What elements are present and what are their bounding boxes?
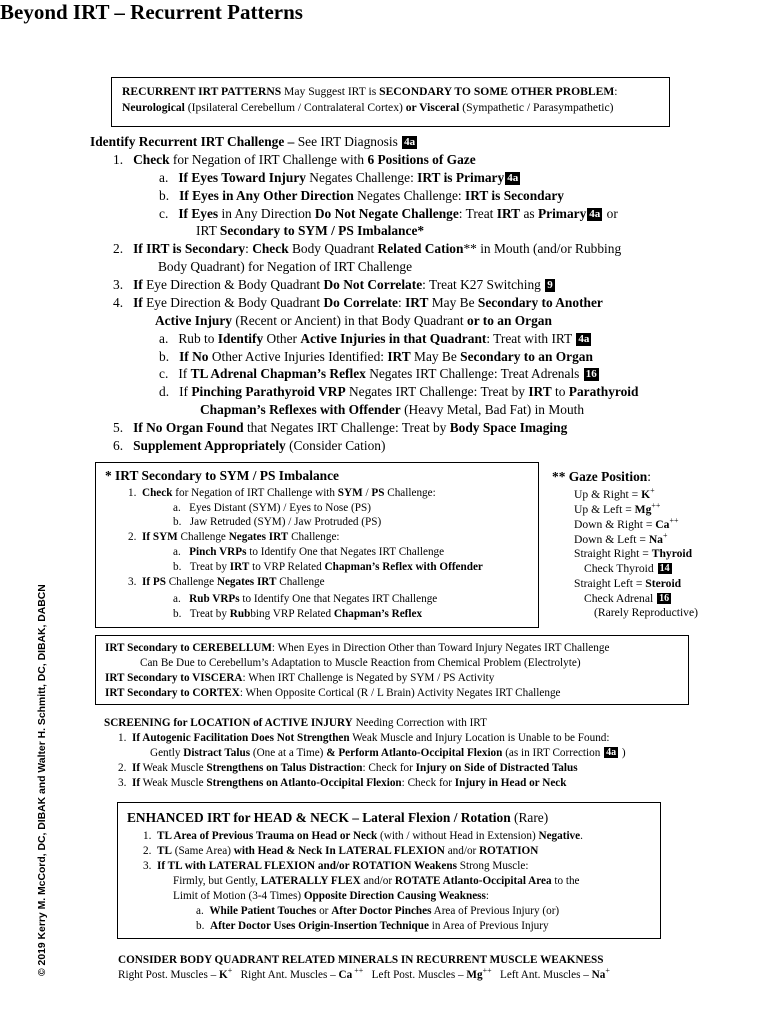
intro-text: : (614, 85, 618, 98)
gaze-text: ++ (669, 516, 679, 525)
identify-text: See IRT Diagnosis (294, 134, 402, 149)
intro-text: (Sympathetic / Parasympathetic) (459, 101, 614, 114)
step-text: or to an Organ (467, 313, 552, 328)
step-4-cont (155, 313, 552, 329)
step-text: Active Injury (155, 313, 232, 328)
gaze-text: : (647, 469, 651, 484)
sym-text: for Negation of IRT Challenge with (172, 487, 338, 499)
step-text: Chapman’s Reflexes with Offender (200, 402, 401, 417)
enh-text: Opposite Direction Causing Weakness (303, 890, 486, 902)
screen-text: Weak Muscle (140, 762, 207, 774)
enh-text: (Rare) (510, 810, 549, 825)
screen-text: Gently (150, 747, 184, 759)
gaze-text: Check Adrenal (584, 592, 657, 605)
screen-text: 2. (118, 762, 127, 774)
step-text: ** in Mouth (and/or Rubbing (463, 241, 622, 256)
screen-text: If Autogenic Facilitation Does Not Strengthen (131, 732, 350, 744)
sym-text: * IRT Secondary to SYM / PS Imbalance (105, 468, 340, 483)
step-text: : Treat (458, 206, 497, 221)
enh-text: in Area of Previous Injury (428, 920, 549, 932)
step-text: IRT (387, 349, 411, 364)
sym-text: Pinch VRPs (189, 546, 247, 558)
step-text: Eye Direction & Body Quadrant (142, 277, 324, 292)
sym-text: Check (141, 487, 173, 499)
step-6 (113, 438, 385, 454)
cereb-line-2 (140, 656, 581, 670)
step-number: 4. (113, 295, 124, 310)
ref-tag: 4a (589, 208, 601, 220)
step-text: Pinching Parathyroid VRP (191, 384, 346, 399)
screen-text: (as in IRT Correction (502, 747, 604, 759)
enh-text: While Patient Touches (209, 905, 317, 917)
enh-text: and/or (360, 875, 395, 887)
gaze-row (574, 488, 655, 502)
gaze-text: Up & Right = (574, 488, 642, 501)
sym-text: SYM (337, 487, 363, 499)
step-letter: b. (159, 188, 170, 203)
consider-text: Left Post. Muscles – (363, 969, 467, 981)
step-number: 1. (113, 152, 124, 167)
gaze-row (574, 547, 692, 561)
ref-tag: 16 (659, 593, 670, 604)
screen-text: Injury in Head or Neck (454, 777, 567, 789)
screen-text: If (131, 777, 141, 789)
gaze-row (594, 606, 698, 620)
enh-text: ROTATE Atlanto-Occipital Area (394, 875, 552, 887)
step-text: Related Cation (377, 241, 464, 256)
step-text: Other (263, 331, 301, 346)
sym-text: bing VRP Related (250, 608, 334, 620)
step-text: Body Quadrant) for Negation of IRT Challenge (158, 259, 413, 274)
gaze-text: Down & Left = (574, 533, 649, 546)
step-4a (159, 331, 592, 347)
sym-text: to VRP Related (249, 561, 325, 573)
sym-text: Negates IRT (228, 531, 289, 543)
ref-tag: 4a (507, 172, 519, 184)
step-text: IRT (528, 384, 552, 399)
sym-text: Challenge (165, 576, 217, 588)
gaze-row (584, 592, 672, 606)
step-letter: d. (159, 384, 170, 399)
sym-text: Challenge: (288, 531, 340, 543)
copyright-text: © 2019 Kerry M. McCord, DC, DIBAK and Walter H. Schmitt, DC, DIBAK, DABCN (37, 584, 48, 976)
step-text: that Negates IRT Challenge: Treat by (243, 420, 450, 435)
sym-text: Negates IRT (216, 576, 277, 588)
screen-text: If (131, 762, 141, 774)
enh-text: (Same Area) (171, 845, 234, 857)
gaze-text: Na (648, 533, 663, 546)
step-letter: c. (159, 206, 169, 221)
step-text: If IRT is Secondary (133, 241, 246, 256)
enh-text: After Doctor Uses Origin-Insertion Technique (209, 920, 429, 932)
sym-line-1a (173, 501, 371, 515)
sym-text: b. (173, 561, 182, 573)
step-letter: b. (159, 349, 170, 364)
step-text: IRT is Secondary (464, 188, 564, 203)
sym-line-1b (173, 515, 381, 529)
enh-text: to the (551, 875, 580, 887)
step-text: (Recent or Ancient) in that Body Quadrant (231, 313, 467, 328)
step-text: (Consider Cation) (285, 438, 386, 453)
step-text: IRT is Primary (417, 170, 505, 185)
intro-text: or Visceral (405, 101, 460, 114)
step-text: If (179, 384, 192, 399)
step-text: Supplement Appropriately (133, 438, 286, 453)
page-title: Beyond IRT – Recurrent Patterns (0, 0, 303, 24)
gaze-row (574, 533, 668, 547)
gaze-row (584, 562, 673, 576)
step-text: Secondary to Another (477, 295, 603, 310)
gaze-text: Straight Right = (574, 547, 652, 560)
sym-text: If SYM (141, 531, 178, 543)
step-text: in Any Direction (218, 206, 315, 221)
step-text: Active Injuries in that Quadrant (300, 331, 487, 346)
cereb-line-3 (105, 671, 494, 685)
consider-line (118, 968, 610, 982)
consider-text: CONSIDER BODY QUADRANT RELATED MINERALS IN RECURRENT MUSCLE WEAKNESS (118, 954, 604, 966)
enhanced-line-3e (196, 919, 549, 933)
gaze-text: Up & Left = (574, 503, 635, 516)
cereb-line-4 (105, 686, 561, 700)
step-text: If Eyes (178, 206, 219, 221)
step-4d (159, 384, 638, 400)
ref-tag: 4a (578, 333, 590, 345)
gaze-text: + (662, 531, 668, 540)
step-number: 6. (113, 438, 124, 453)
sym-text: b. (173, 608, 182, 620)
sym-text: Eyes Distant (SYM) / Eyes to Nose (PS) (189, 502, 371, 514)
intro-line-1 (122, 85, 618, 99)
step-letter: a. (159, 170, 169, 185)
sym-text: to Identify One that Negates IRT Challenge (239, 593, 438, 605)
ref-tag: 4a (404, 136, 416, 148)
step-text: to (551, 384, 569, 399)
ref-tag: 4a (606, 747, 617, 758)
sym-text: Rub VRPs (189, 593, 240, 605)
step-text: IRT (196, 223, 220, 238)
intro-text: May Suggest IRT is (281, 85, 380, 98)
step-letter: a. (159, 331, 169, 346)
step-text: TL Adrenal Chapman’s Reflex (190, 366, 366, 381)
screening-line-1 (118, 731, 610, 745)
step-text: Do Correlate (323, 295, 398, 310)
enh-text: (with / without Head in Extension) (377, 830, 539, 842)
sym-text: Challenge: (384, 487, 436, 499)
step-text: If Eyes Toward Injury (178, 170, 306, 185)
enh-text: or (316, 905, 332, 917)
screen-text: Injury on Side of Distracted Talus (415, 762, 578, 774)
consider-text: + (605, 966, 610, 975)
step-text: Negates IRT Challenge: Treat Adrenals (365, 366, 583, 381)
step-text: Body Space Imaging (449, 420, 568, 435)
identify-heading (90, 134, 418, 150)
sym-text: Challenge (177, 531, 229, 543)
enhanced-line-3 (143, 859, 528, 873)
sym-text: Chapman’s Reflex with Offender (324, 561, 483, 573)
intro-text: RECURRENT IRT PATTERNS (122, 85, 282, 98)
sym-line-3 (128, 575, 325, 589)
screen-text: : Check for (362, 762, 416, 774)
enhanced-heading (127, 810, 548, 826)
gaze-text: Down & Right = (574, 518, 656, 531)
consider-text: Right Ant. Muscles – (232, 969, 339, 981)
step-text: : (245, 241, 253, 256)
step-text: If No (179, 349, 209, 364)
sym-text: IRT (229, 561, 250, 573)
enh-text: After Doctor Pinches (331, 905, 432, 917)
step-4b (159, 349, 593, 365)
sym-text: 3. (128, 576, 137, 588)
identify-text: Identify Recurrent IRT Challenge – (90, 134, 295, 149)
gaze-text: (Rarely Reproductive) (594, 606, 698, 619)
step-text: Eye Direction & Body Quadrant (142, 295, 324, 310)
enh-text: If TL with LATERAL FLEXION and/or ROTATION Weakens (156, 860, 457, 872)
step-text: Primary (537, 206, 587, 221)
consider-text: + (227, 966, 233, 975)
screen-text: & Perform Atlanto-Occipital Flexion (326, 747, 503, 759)
step-1a (159, 170, 521, 186)
enh-text: Area of Previous Injury (or) (431, 905, 560, 917)
gaze-text: Mg (634, 503, 652, 516)
sym-text: a. (173, 502, 181, 514)
enh-text: ENHANCED IRT for HEAD & NECK – Lateral Flexion / Rotation (127, 810, 511, 825)
step-text: Negates IRT Challenge: Treat by (345, 384, 529, 399)
enh-text: b. (196, 920, 205, 932)
sym-text: a. (173, 546, 181, 558)
step-4c (159, 366, 600, 382)
sym-text: PS (371, 487, 385, 499)
gaze-text: Check Thyroid (584, 562, 657, 575)
enh-text: 2. (143, 845, 152, 857)
step-text: If Eyes in Any Other Direction (179, 188, 354, 203)
sym-text: / (362, 487, 372, 499)
enh-text: Negative (538, 830, 581, 842)
enhanced-line-2 (143, 844, 538, 858)
screen-text: Strengthens on Talus Distraction (206, 762, 363, 774)
step-text: Negates Challenge: (353, 188, 465, 203)
step-text: Parathyroid (568, 384, 639, 399)
enh-text: and/or (444, 845, 480, 857)
gaze-row (574, 577, 681, 591)
step-text: Other Active Injuries Identified: (208, 349, 388, 364)
step-text: or (603, 206, 618, 221)
ref-tag: 9 (547, 279, 553, 291)
enh-text: 3. (143, 860, 152, 872)
step-text: IRT (496, 206, 521, 221)
sym-line-1 (128, 486, 436, 500)
consider-text: ++ (352, 966, 364, 975)
sym-ps-heading (105, 468, 339, 484)
sym-line-3b (173, 607, 422, 621)
step-text: 6 Positions of Gaze (367, 152, 476, 167)
enh-text: Firmly, but Gently, (173, 875, 261, 887)
step-1b (159, 188, 564, 204)
sym-text: 2. (128, 531, 137, 543)
gaze-row (574, 518, 678, 532)
step-text: : (398, 295, 406, 310)
sym-text: Challenge (276, 576, 325, 588)
intro-text: Neurological (122, 101, 185, 114)
consider-text: Na (591, 969, 606, 981)
cereb-text: Can Be Due to Cerebellum’s Adaptation to Muscle Reaction from Chemical Problem (Electrolyte) (140, 657, 581, 669)
sym-text: 1. (128, 487, 137, 499)
step-5 (113, 420, 567, 436)
step-text: Secondary to SYM / PS Imbalance* (219, 223, 425, 238)
step-text: Secondary to an Organ (460, 349, 593, 364)
screen-text: Weak Muscle and Injury Location is Unable to be Found: (349, 732, 610, 744)
gaze-text: K (641, 488, 651, 501)
enh-text: 1. (143, 830, 152, 842)
enhanced-line-3d (196, 904, 559, 918)
enh-text: ROTATION (479, 845, 539, 857)
cereb-text: : When Eyes in Direction Other than Toward Injury Negates IRT Challenge (271, 642, 610, 654)
screening-line-3 (118, 776, 566, 790)
step-text: Check (133, 152, 170, 167)
enhanced-line-3b (173, 874, 580, 888)
step-text: as (520, 206, 538, 221)
intro-text: SECONDARY TO SOME OTHER PROBLEM (379, 85, 615, 98)
sym-text: Treat by (189, 561, 230, 573)
enhanced-line-1 (143, 829, 583, 843)
step-text: May Be (428, 295, 478, 310)
consider-text: K (219, 969, 228, 981)
step-text: If (133, 295, 143, 310)
step-text: If (133, 277, 143, 292)
consider-text: Mg (466, 969, 483, 981)
cereb-text: : When IRT Challenge is Negated by SYM / PS Activity (242, 672, 495, 684)
step-text: for Negation of IRT Challenge with (169, 152, 368, 167)
step-text: Identify (217, 331, 264, 346)
ref-tag: 16 (585, 368, 597, 380)
screen-text: (One at a Time) (250, 747, 327, 759)
step-text: May Be (410, 349, 461, 364)
enh-text: TL (156, 845, 172, 857)
sym-text: a. (173, 593, 181, 605)
intro-text: (Ipsilateral Cerebellum / Contralateral Cortex) (184, 101, 406, 114)
enh-text: : (485, 890, 489, 902)
sym-text: If PS (141, 576, 166, 588)
ref-tag: 14 (659, 563, 670, 574)
step-text: : Treat K27 Switching (422, 277, 545, 292)
gaze-text: Steroid (645, 577, 682, 590)
screen-text: Strengthens on Atlanto-Occipital Flexion (206, 777, 402, 789)
step-3 (113, 277, 556, 293)
gaze-heading (552, 469, 651, 485)
step-letter: c. (159, 366, 169, 381)
screening-line-1b (150, 746, 626, 760)
sym-line-2 (128, 530, 340, 544)
step-number: 2. (113, 241, 124, 256)
step-2 (113, 241, 621, 257)
step-text: : Treat with IRT (486, 331, 576, 346)
screen-text: Needing Correction with IRT (352, 717, 487, 729)
enh-text: LATERALLY FLEX (260, 875, 361, 887)
screen-text: : Check for (401, 777, 455, 789)
step-number: 3. (113, 277, 124, 292)
step-text: Negates Challenge: (305, 170, 418, 185)
screen-text: Weak Muscle (140, 777, 207, 789)
sym-text: b. (173, 516, 182, 528)
cereb-text: : When Opposite Cortical (R / L Brain) Activity Negates IRT Challenge (239, 687, 561, 699)
consider-text: Left Ant. Muscles – (491, 969, 592, 981)
step-1c-cont (196, 223, 424, 239)
enh-text: a. (196, 905, 204, 917)
step-text: Do Not Correlate (323, 277, 423, 292)
step-number: 5. (113, 420, 124, 435)
screen-text: ) (619, 747, 626, 759)
step-text: Do Not Negate Challenge (314, 206, 459, 221)
sym-line-2b (173, 560, 483, 574)
enh-text: Strong Muscle: (456, 860, 529, 872)
step-text: (Heavy Metal, Bad Fat) in Mouth (400, 402, 585, 417)
gaze-row (574, 503, 660, 517)
screen-text: 3. (118, 777, 127, 789)
sym-line-2a (173, 545, 444, 559)
step-text: If No Organ Found (133, 420, 244, 435)
sym-text: Jaw Retruded (SYM) / Jaw Protruded (PS) (189, 516, 382, 528)
gaze-text: ** Gaze Position (552, 469, 648, 484)
sym-text: Chapman’s Reflex (333, 608, 423, 620)
step-1 (113, 152, 476, 168)
enh-text: TL Area of Previous Trauma on Head or Neck (156, 830, 378, 842)
consider-heading (118, 953, 604, 967)
enh-text: with Head & Neck In LATERAL FLEXION (233, 845, 445, 857)
step-text: Rub to (178, 331, 218, 346)
step-text: If (178, 366, 191, 381)
consider-text: Right Post. Muscles – (118, 969, 220, 981)
enh-text: Limit of Motion (3-4 Times) (173, 890, 304, 902)
step-text: Check (252, 241, 289, 256)
cereb-text: IRT Secondary to CORTEX (105, 687, 240, 699)
sym-line-3a (173, 592, 437, 606)
step-text: IRT (405, 295, 429, 310)
step-1c (159, 206, 618, 222)
sym-text: to Identify One that Negates IRT Challenge (246, 546, 445, 558)
cereb-text: IRT Secondary to VISCERA (105, 672, 243, 684)
step-4 (113, 295, 603, 311)
screen-text: Distract Talus (183, 747, 251, 759)
screen-text: 1. (118, 732, 127, 744)
gaze-text: Straight Left = (574, 577, 646, 590)
cereb-line-1 (105, 641, 609, 655)
gaze-text: Thyroid (651, 547, 693, 560)
cereb-text: IRT Secondary to CEREBELLUM (105, 642, 272, 654)
sym-text: Rub (229, 608, 251, 620)
consider-text: ++ (482, 966, 492, 975)
screening-heading (104, 716, 487, 730)
enhanced-line-3c (173, 889, 489, 903)
step-text: Body Quadrant (288, 241, 378, 256)
gaze-text: + (650, 486, 655, 495)
consider-text: Ca (338, 969, 353, 981)
screening-line-2 (118, 761, 578, 775)
screen-text: SCREENING for LOCATION of ACTIVE INJURY (104, 717, 353, 729)
gaze-text: ++ (651, 501, 661, 510)
sym-text: Treat by (189, 608, 230, 620)
intro-line-2 (122, 101, 614, 115)
enh-text: . (580, 830, 583, 842)
gaze-text: Ca (655, 518, 670, 531)
step-4d-cont (200, 402, 584, 418)
step-2-cont (158, 259, 412, 275)
